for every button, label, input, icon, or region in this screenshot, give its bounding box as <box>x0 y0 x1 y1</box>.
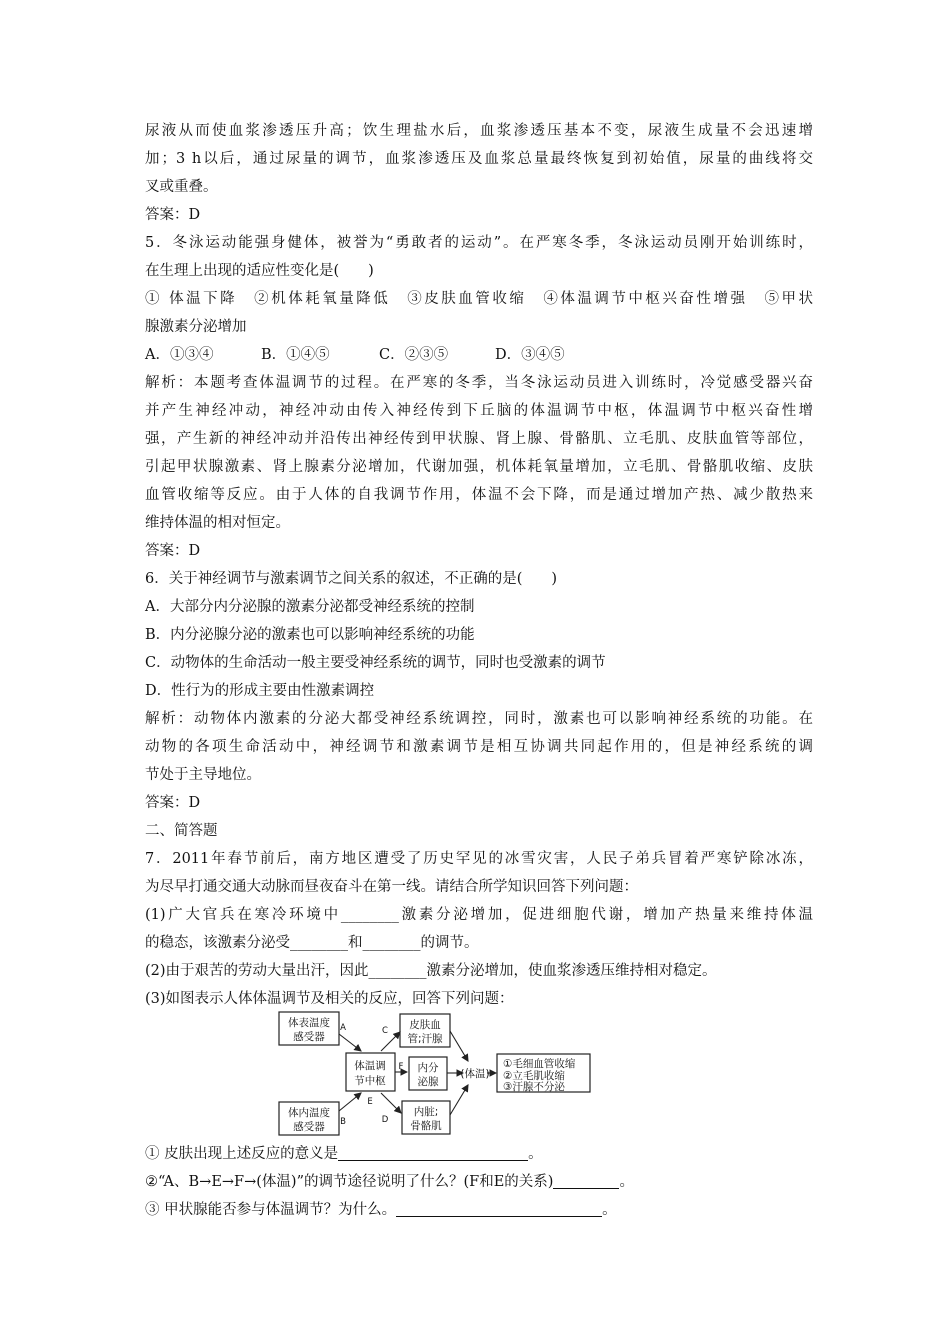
tiwen-label: (体温) <box>460 1068 490 1080</box>
q5-answer: 答案：D <box>145 543 201 559</box>
q7-subquestions <box>145 1140 813 1224</box>
q7-sub1-text: ① 皮肤出现上述反应的意义是 <box>145 1146 339 1162</box>
answer-4: 答案：D <box>145 207 201 223</box>
center-label: 体温调 <box>354 1060 386 1072</box>
q5-analysis: 引起甲状腺激素、肾上腺素分泌增加，代谢加强，机体耗氧量增加，立毛肌、骨骼肌收缩、皮肤 <box>145 459 813 475</box>
q7-stem: 为尽早打通交通大动脉而昼夜奋斗在第一线。请结合所学知识回答下列问题： <box>145 879 638 895</box>
q6-option-d: D．性行为的形成主要由性激素调控 <box>145 683 375 699</box>
q5-option-b: B．①④⑤ <box>261 347 330 363</box>
q5-option-a: A．①③④ <box>145 347 214 363</box>
surface-receptor-label: 感受器 <box>293 1031 325 1043</box>
q5-option-d: D．③④⑤ <box>495 347 565 363</box>
answer-blank[interactable] <box>338 1144 528 1161</box>
q7-sub3-text: ③ 甲状腺能否参与体温调节？为什么。 <box>145 1202 397 1218</box>
result-line: ③汗腺不分泌 <box>503 1081 565 1093</box>
intro-line: 叉或重叠。 <box>145 179 218 195</box>
label-e: E <box>367 1097 373 1107</box>
label-a: A <box>340 1023 346 1033</box>
q7-part1: 的稳态，该激素分泌受________和________的调节。 <box>145 935 479 951</box>
result-line: ①毛细血管收缩 <box>503 1058 576 1070</box>
q6-option-a: A．大部分内分泌腺的激素分泌都受神经系统的控制 <box>145 599 475 615</box>
answer-blank[interactable] <box>396 1200 602 1217</box>
q7-sub3-end: 。 <box>602 1202 617 1218</box>
q6-analysis: 解析：动物体内激素的分泌大都受神经系统调控，同时，激素也可以影响神经系统的功能。在 <box>145 711 813 727</box>
q7-sub2-text: ②“A、B→E→F→(体温)”的调节途径说明了什么？(F和E的关系) <box>145 1174 554 1190</box>
document-body <box>145 117 813 1013</box>
q5-analysis: 维持体温的相对恒定。 <box>145 515 290 531</box>
section-title: 二、简答题 <box>145 823 218 839</box>
inner-receptor-label: 感受器 <box>293 1121 325 1133</box>
q6-stem: 6．关于神经调节与激素调节之间关系的叙述，不正确的是( ) <box>145 571 558 587</box>
q5-options <box>145 341 813 369</box>
q5-stem: 在生理上出现的适应性变化是( ) <box>145 263 374 279</box>
skin-label: 皮肤血 <box>409 1019 441 1031</box>
organ-label: 内脏; <box>413 1106 439 1118</box>
q5-analysis: 强，产生新的神经冲动并沿传出神经传到甲状腺、肾上腺、骨骼肌、立毛肌、皮肤血管等部位， <box>145 431 813 447</box>
q7-stem: 7．2011年春节前后，南方地区遭受了历史罕见的冰雪灾害，人民子弟兵冒着严寒铲除冰冻， <box>145 851 813 867</box>
label-d: D <box>381 1115 389 1125</box>
q7-part1: (1)广大官兵在寒冷环境中________激素分泌增加，促进细胞代谢，增加产热量来维持体温 <box>145 907 813 923</box>
q7-sub2-end: 。 <box>619 1174 634 1190</box>
q5-items: ① 体温下降 ②机体耗氧量降低 ③皮肤血管收缩 ④体温调节中枢兴奋性增强 ⑤甲状 <box>145 291 813 307</box>
endocrine-label: 内分 <box>417 1062 439 1074</box>
q6-analysis: 节处于主导地位。 <box>145 767 261 783</box>
result-line: ②立毛肌收缩 <box>503 1070 565 1082</box>
label-b: B <box>340 1117 346 1127</box>
inner-receptor-label: 体内温度 <box>288 1107 330 1119</box>
q5-option-c: C．②③⑤ <box>379 347 449 363</box>
q5-analysis: 解析：本题考查体温调节的过程。在严寒的冬季，当冬泳运动员进入训练时，冷觉感受器兴奋 <box>145 375 813 391</box>
intro-line: 加；3 h以后，通过尿量的调节，血浆渗透压及血浆总量最终恢复到初始值，尿量的曲线将交 <box>145 151 813 167</box>
q7-sub1 <box>145 1140 813 1168</box>
q6-analysis: 动物的各项生命活动中，神经调节和激素调节是相互协调共同起作用的，但是神经系统的调 <box>145 739 813 755</box>
q5-items: 腺激素分泌增加 <box>145 319 247 335</box>
diagram-svg <box>277 1009 597 1137</box>
q5-analysis: 血管收缩等反应。由于人体的自我调节作用，体温不会下降，而是通过增加产热、减少散热来 <box>145 487 813 503</box>
endocrine-label: 泌腺 <box>417 1076 439 1088</box>
q6-option-c: C．动物体的生命活动一般主要受神经系统的调节，同时也受激素的调节 <box>145 655 606 671</box>
label-f: F <box>398 1062 404 1072</box>
skin-label: 管;汗腺 <box>407 1033 443 1045</box>
center-label: 节中枢 <box>354 1075 386 1087</box>
q6-answer: 答案：D <box>145 795 201 811</box>
answer-blank[interactable] <box>553 1172 619 1189</box>
organ-label: 骨骼肌 <box>410 1120 442 1132</box>
q7-part3: (3)如图表示人体体温调节及相关的反应，回答下列问题： <box>145 991 514 1007</box>
q7-sub3 <box>145 1196 813 1224</box>
q7-sub2 <box>145 1168 813 1196</box>
q6-option-b: B．内分泌腺分泌的激素也可以影响神经系统的功能 <box>145 627 475 643</box>
q5-stem: 5．冬泳运动能强身健体，被誉为“勇敢者的运动”。在严寒冬季，冬泳运动员刚开始训练时， <box>145 235 813 251</box>
label-c: C <box>382 1026 388 1036</box>
surface-receptor-label: 体表温度 <box>288 1017 330 1029</box>
intro-line: 尿液从而使血浆渗透压升高；饮生理盐水后，血浆渗透压基本不变，尿液生成量不会迅速增 <box>145 123 813 139</box>
q5-analysis: 并产生神经冲动，神经冲动由传入神经传到下丘脑的体温调节中枢，体温调节中枢兴奋性增 <box>145 403 813 419</box>
q7-sub1-end: 。 <box>528 1146 543 1162</box>
thermoregulation-diagram <box>277 1009 597 1137</box>
q7-part2: (2)由于艰苦的劳动大量出汗，因此________激素分泌增加，使血浆渗透压维持相对稳定。 <box>145 963 717 979</box>
